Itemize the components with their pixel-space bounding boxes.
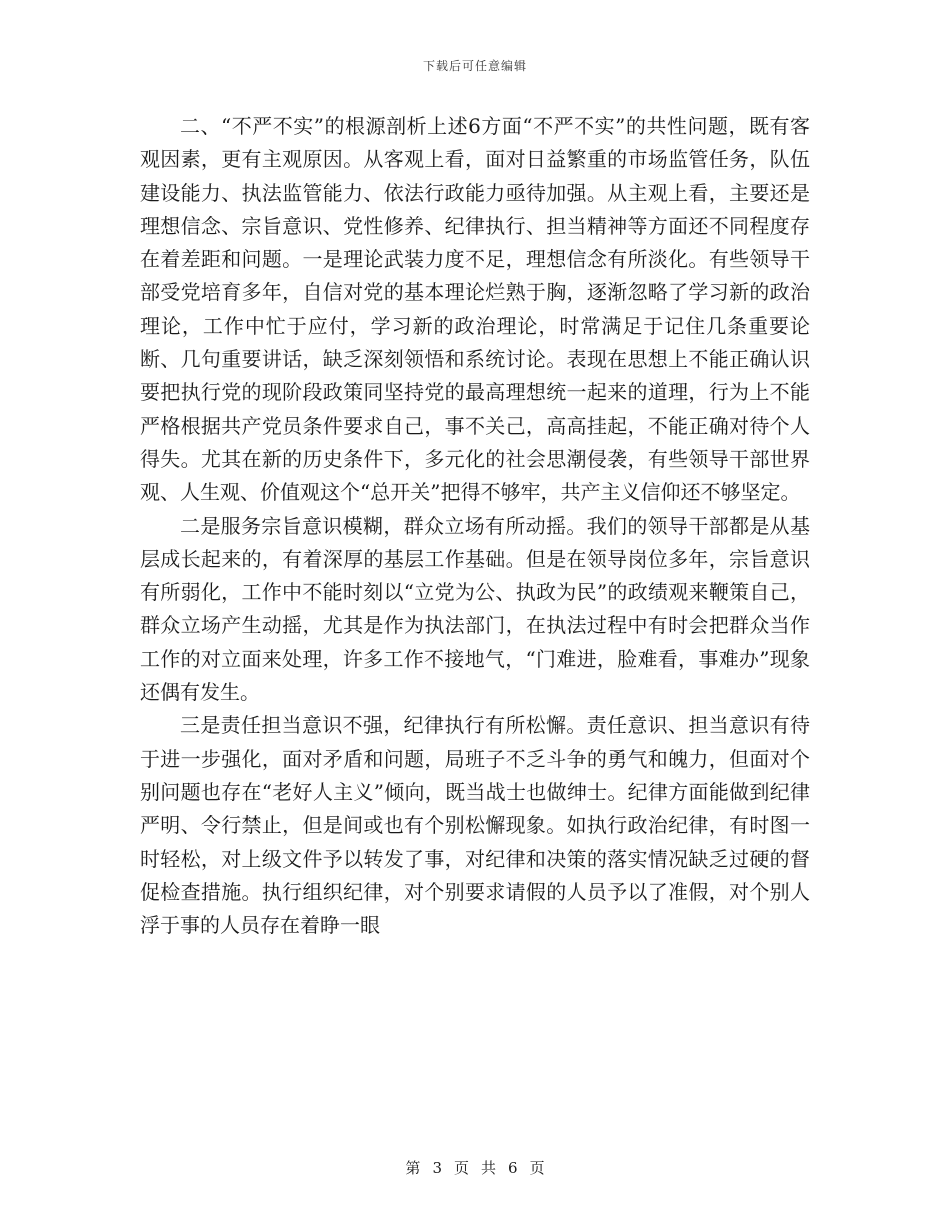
footer-page-word: 页 bbox=[453, 1159, 469, 1177]
header-text: 下载后可任意编辑 bbox=[422, 59, 527, 73]
page-footer bbox=[0, 1157, 950, 1178]
paragraph-3: 三是责任担当意识不强，纪律执行有所松懈。责任意识、担当意识有待于进一步强化，面对矛盾和问题，局班子不乏斗争的勇气和魄力，但面对个别问题也存在“老好人主义”倾向，既当战士也做绅士。纪律方面能做到纪律严明、令行禁止，但是间或也有个别松懈现象。如执行政治纪律，有时图一时轻松，对上级文件予以转发了事，对纪律和决策的落实情况缺乏过硬的督促检查措施。执行组织纪律，对个别要求请假的人员予以了准假，对个别人浮于事的人员存在着睁一眼 bbox=[140, 713, 810, 938]
total-page-number: 6 bbox=[508, 1159, 518, 1177]
footer-total-word: 共 bbox=[481, 1159, 497, 1177]
page-header bbox=[0, 57, 950, 74]
paragraph-1: 二、“不严不实”的根源剖析上述6方面“不严不实”的共性问题，既有客观因素，更有主观原因。从客观上看，面对日益繁重的市场监管任务，队伍建设能力、执法监管能力、依法行政能力亟待加强。从主观上看，主要还是理想信念、宗旨意识、党性修养、纪律执行、担当精神等方面还不同程度存在着差距和问题。一是理论武装力度不足，理想信念有所淡化。有些领导干部受党培育多年，自信对党的基本理论烂熟于胸，逐渐忽略了学习新的政治理论，工作中忙于应付，学习新的政治理论，时常满足于记住几条重要论断、几句重要讲话，缺乏深刻领悟和系统讨论。表现在思想上不能正确认识要把执行党的现阶段政策同坚持党的最高理想统一起来的道理，行为上不能严格根据共产党员条件要求自己，事不关己，高高挂起，不能正确对待个人得失。尤其在新的历史条件下，多元化的社会思潮侵袭，有些领导干部世界观、人生观、价值观这个“总开关”把得不够牢，共产主义信仰还不够坚定。 bbox=[140, 114, 810, 505]
footer-prefix: 第 bbox=[405, 1159, 421, 1177]
current-page-number: 3 bbox=[432, 1159, 442, 1177]
document-body bbox=[140, 110, 810, 942]
footer-suffix: 页 bbox=[529, 1159, 545, 1177]
paragraph-2: 二是服务宗旨意识模糊，群众立场有所动摇。我们的领导干部都是从基层成长起来的，有着深厚的基层工作基础。但是在领导岗位多年，宗旨意识有所弱化，工作中不能时刻以“立党为公、执政为民”的政绩观来鞭策自己，群众立场产生动摇，尤其是作为执法部门，在执法过程中有时会把群众当作工作的对立面来处理，许多工作不接地气，“门难进，脸难看，事难办”现象还偶有发生。 bbox=[140, 513, 810, 705]
